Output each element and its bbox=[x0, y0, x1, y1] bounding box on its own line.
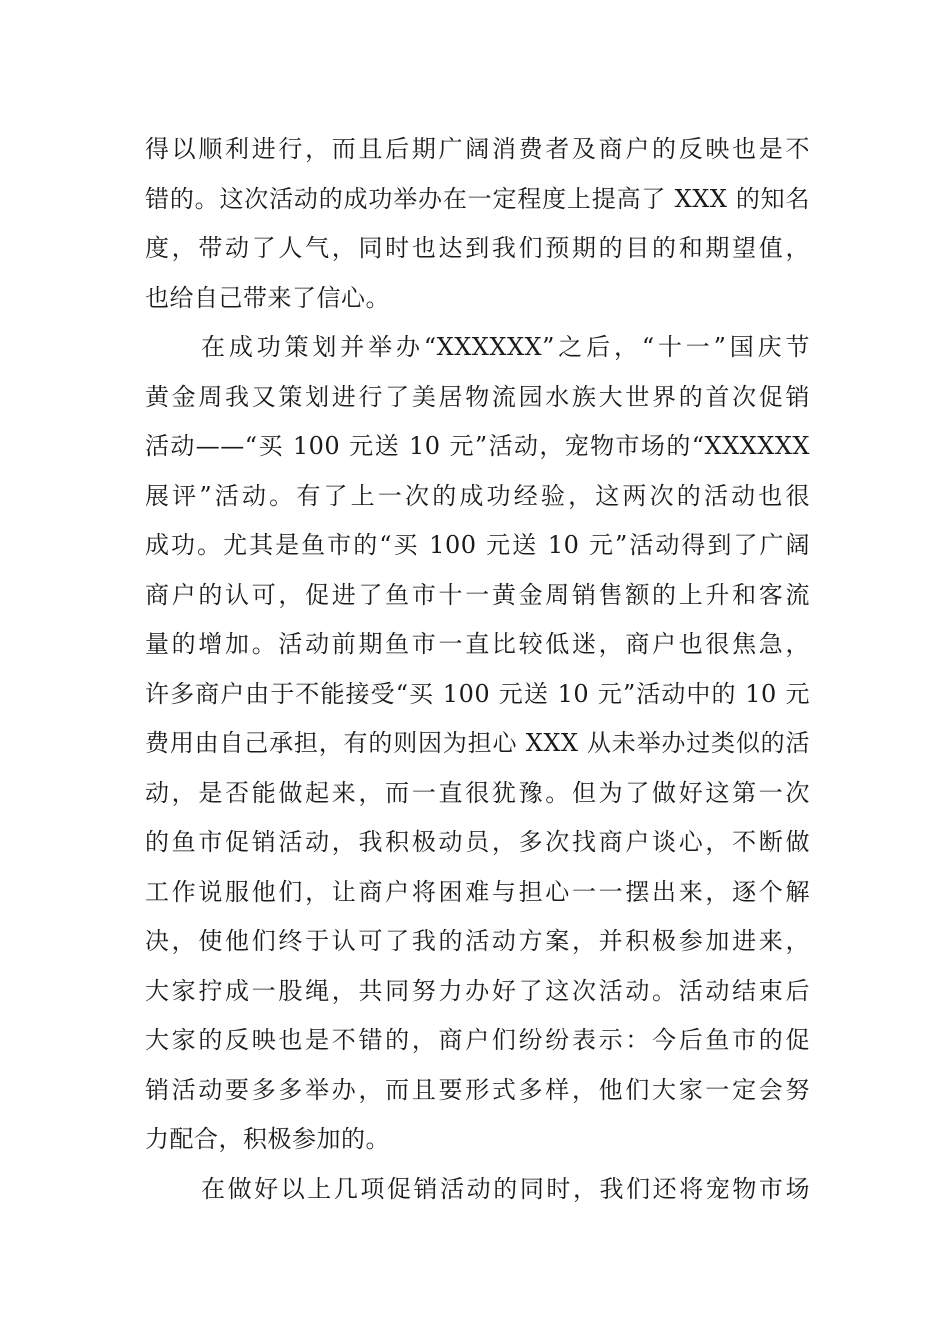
body-text bbox=[145, 125, 810, 1214]
text-line: 费用由自己承担，有的则因为担心 XXX 从未举办过类似的活 bbox=[145, 729, 810, 757]
text-line: 工作说服他们，让商户将困难与担心一一摆出来，逐个解 bbox=[145, 877, 810, 906]
text-line: 大家的反映也是不错的，商户们纷纷表示：今后鱼市的促 bbox=[145, 1026, 810, 1054]
text-line: 得以顺利进行，而且后期广阔消费者及商户的反映也是不 bbox=[145, 135, 810, 163]
text-line: 销活动要多多举办，而且要形式多样，他们大家一定会努 bbox=[145, 1075, 810, 1104]
text-line: 在成功策划并举办“XXXXXX”之后，“十一”国庆节 bbox=[201, 333, 810, 361]
text-line: 度，带动了人气，同时也达到我们预期的目的和期望值， bbox=[145, 234, 810, 262]
text-line: 的鱼市促销活动，我积极动员，多次找商户谈心，不断做 bbox=[145, 828, 810, 856]
text-line: 量的增加。活动前期鱼市一直比较低迷，商户也很焦急， bbox=[145, 630, 810, 658]
text-line: 成功。尤其是鱼市的“买 100 元送 10 元”活动得到了广阔 bbox=[145, 531, 810, 559]
text-line: 活动——“买 100 元送 10 元”活动，宠物市场的“XXXXXX bbox=[145, 432, 810, 460]
text-line: 也给自己带来了信心。 bbox=[145, 283, 390, 312]
text-line: 大家拧成一股绳，共同努力办好了这次活动。活动结束后 bbox=[145, 976, 810, 1005]
text-line: 错的。这次活动的成功举办在一定程度上提高了 XXX 的知名 bbox=[145, 184, 810, 213]
text-line: 商户的认可，促进了鱼市十一黄金周销售额的上升和客流 bbox=[145, 580, 810, 609]
text-line: 动，是否能做起来，而一直很犹豫。但为了做好这第一次 bbox=[145, 778, 810, 807]
text-line: 决，使他们终于认可了我的活动方案，并积极参加进来， bbox=[145, 927, 810, 955]
text-line: 许多商户由于不能接受“买 100 元送 10 元”活动中的 10 元 bbox=[145, 679, 810, 708]
text-line: 展评”活动。有了上一次的成功经验，这两次的活动也很 bbox=[145, 481, 810, 510]
text-line: 黄金周我又策划进行了美居物流园水族大世界的首次促销 bbox=[145, 382, 810, 411]
text-line: 力配合，积极参加的。 bbox=[145, 1125, 390, 1153]
text-line: 在做好以上几项促销活动的同时，我们还将宠物市场 bbox=[201, 1174, 810, 1203]
